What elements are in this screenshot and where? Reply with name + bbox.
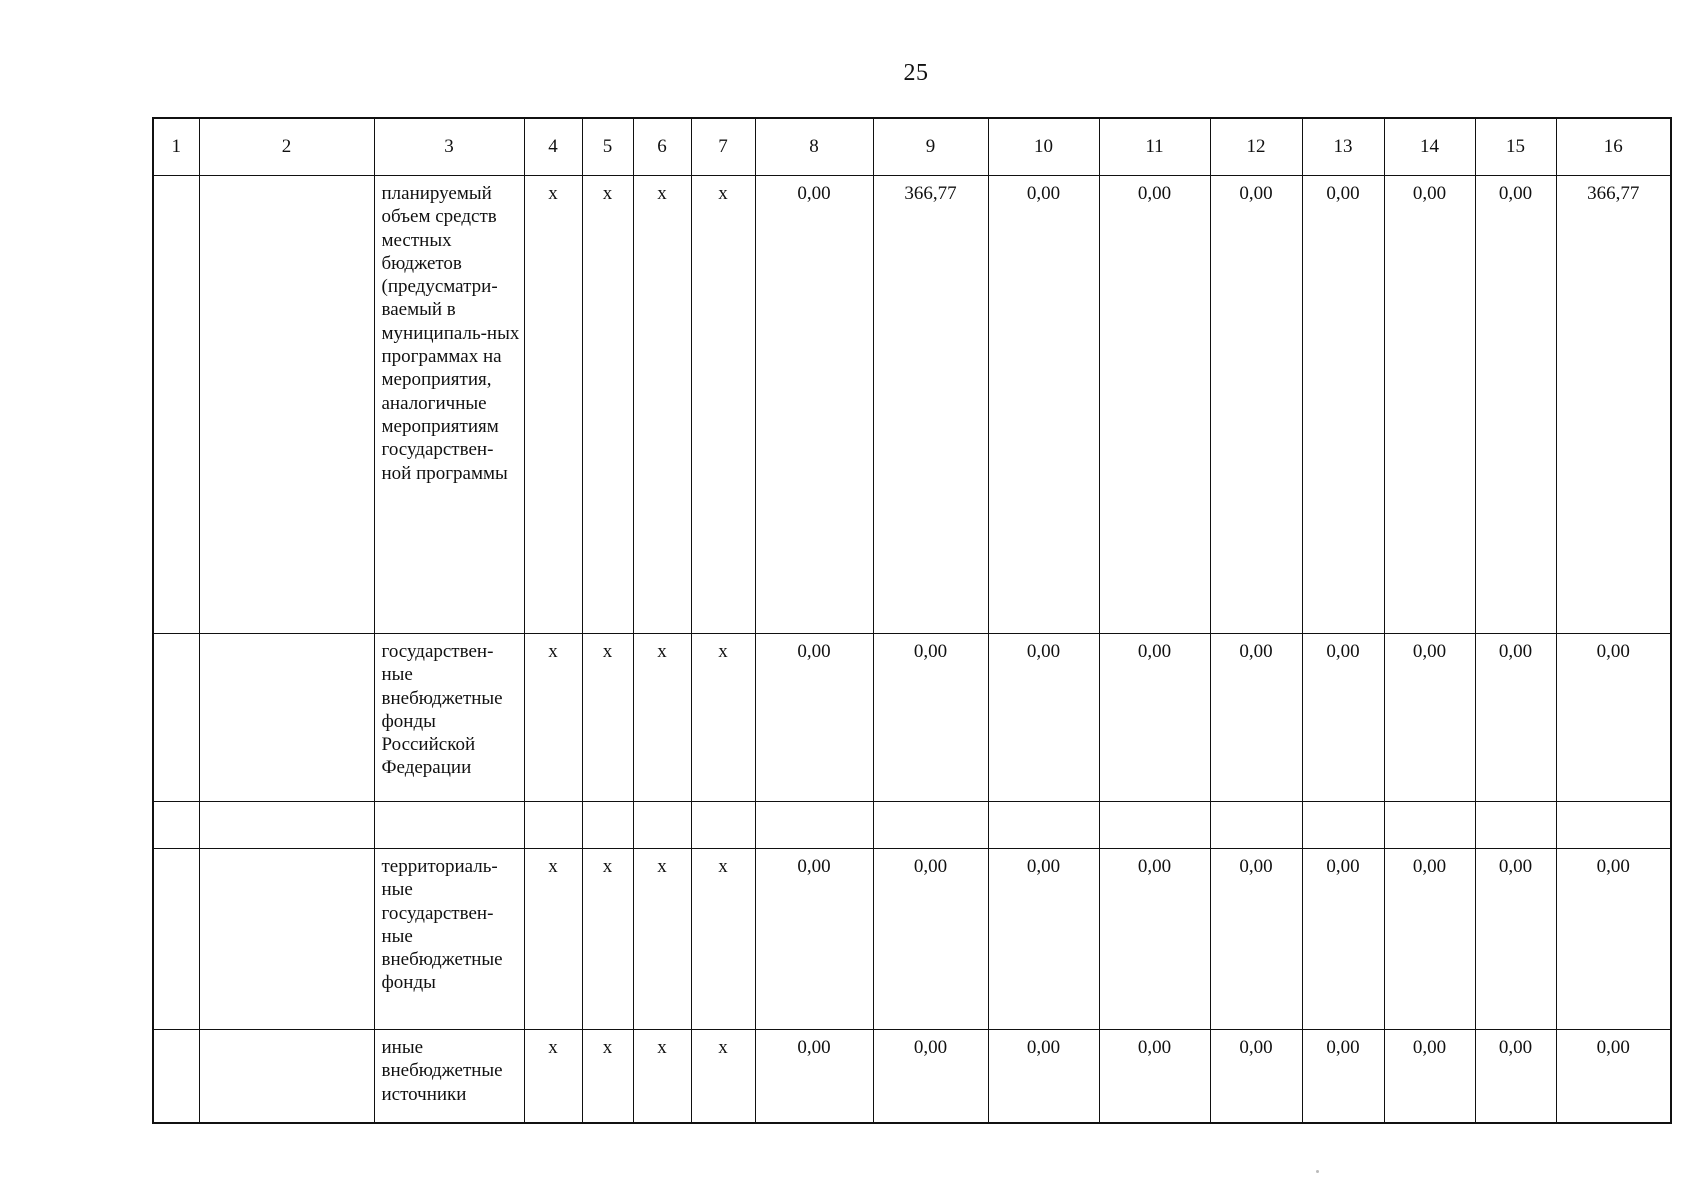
page-number: 25 <box>903 60 929 86</box>
table-cell: x <box>582 176 633 634</box>
table-cell: 0,00 <box>1556 634 1671 802</box>
table-cell <box>199 634 374 802</box>
header-cell: 1 <box>153 118 199 176</box>
table-cell: x <box>633 1030 691 1124</box>
table-cell: 0,00 <box>988 176 1099 634</box>
table-cell: 0,00 <box>1475 1030 1556 1124</box>
row-description: государствен-ные внебюджетные фонды Российской Федерации <box>374 634 524 802</box>
table-cell: 0,00 <box>873 634 988 802</box>
table-cell: 0,00 <box>1384 1030 1475 1124</box>
header-cell: 3 <box>374 118 524 176</box>
header-cell: 12 <box>1210 118 1302 176</box>
table-cell: 0,00 <box>1384 176 1475 634</box>
table-cell <box>199 176 374 634</box>
table-cell <box>1099 802 1210 849</box>
table-cell <box>1210 802 1302 849</box>
header-cell: 7 <box>691 118 755 176</box>
table-cell: 0,00 <box>1475 849 1556 1030</box>
table-cell: 0,00 <box>1210 1030 1302 1124</box>
table-cell <box>524 802 582 849</box>
table-cell <box>1556 802 1671 849</box>
table-cell: x <box>524 849 582 1030</box>
table-row <box>153 849 1671 1030</box>
table-cell: 0,00 <box>1475 176 1556 634</box>
table-cell: x <box>524 176 582 634</box>
table-header-row <box>153 118 1671 176</box>
header-cell: 4 <box>524 118 582 176</box>
table-cell: x <box>691 634 755 802</box>
table-cell: 0,00 <box>1099 634 1210 802</box>
table-cell: x <box>582 1030 633 1124</box>
table-cell: 0,00 <box>1556 1030 1671 1124</box>
table-cell: 0,00 <box>1302 1030 1384 1124</box>
table-cell: 0,00 <box>1556 849 1671 1030</box>
header-cell: 9 <box>873 118 988 176</box>
table-cell <box>199 802 374 849</box>
table-cell <box>153 802 199 849</box>
scan-speck <box>1316 1170 1319 1173</box>
table-cell <box>988 802 1099 849</box>
table-cell <box>755 802 873 849</box>
funding-table <box>152 117 1672 1124</box>
table-cell: x <box>633 849 691 1030</box>
table-cell: 0,00 <box>1384 634 1475 802</box>
table-cell: 0,00 <box>755 1030 873 1124</box>
table-cell <box>153 634 199 802</box>
header-cell: 11 <box>1099 118 1210 176</box>
table-cell: 0,00 <box>755 634 873 802</box>
table-cell <box>1384 802 1475 849</box>
table-cell: 0,00 <box>988 849 1099 1030</box>
table-row <box>153 634 1671 802</box>
table-cell <box>1302 802 1384 849</box>
table-cell: x <box>524 1030 582 1124</box>
table-cell: 366,77 <box>1556 176 1671 634</box>
table-cell: x <box>582 634 633 802</box>
row-description <box>374 802 524 849</box>
header-cell: 14 <box>1384 118 1475 176</box>
header-cell: 6 <box>633 118 691 176</box>
table-cell: 0,00 <box>1210 849 1302 1030</box>
header-cell: 5 <box>582 118 633 176</box>
table-cell: 0,00 <box>1210 634 1302 802</box>
table-cell: 0,00 <box>755 176 873 634</box>
table-cell <box>1475 802 1556 849</box>
table-cell: x <box>691 849 755 1030</box>
table-cell: 0,00 <box>988 1030 1099 1124</box>
row-description: планируемый объем средств местных бюджетов (предусматри-ваемый в муниципаль-ных программах на мероприятия, аналогичные мероприятиям государствен-ной программы <box>374 176 524 634</box>
table-cell: 0,00 <box>1302 634 1384 802</box>
table-row <box>153 1030 1671 1124</box>
table-cell <box>582 802 633 849</box>
table-cell: 0,00 <box>1210 176 1302 634</box>
table-cell: x <box>691 176 755 634</box>
table-cell: 0,00 <box>1099 1030 1210 1124</box>
table-cell <box>153 849 199 1030</box>
header-cell: 8 <box>755 118 873 176</box>
row-description: территориаль-ные государствен-ные внебюджетные фонды <box>374 849 524 1030</box>
table-cell <box>691 802 755 849</box>
table-cell: x <box>524 634 582 802</box>
table-cell <box>873 802 988 849</box>
header-cell: 15 <box>1475 118 1556 176</box>
table-cell: 0,00 <box>1302 176 1384 634</box>
table-cell: 0,00 <box>755 849 873 1030</box>
table-cell: 366,77 <box>873 176 988 634</box>
table-cell <box>153 1030 199 1124</box>
table-row <box>153 802 1671 849</box>
table-cell <box>199 1030 374 1124</box>
table-cell: 0,00 <box>988 634 1099 802</box>
header-cell: 10 <box>988 118 1099 176</box>
table-cell: x <box>582 849 633 1030</box>
row-description: иные внебюджетные источники <box>374 1030 524 1124</box>
table-cell: 0,00 <box>873 849 988 1030</box>
table-cell <box>199 849 374 1030</box>
table-cell: 0,00 <box>873 1030 988 1124</box>
header-cell: 13 <box>1302 118 1384 176</box>
header-cell: 16 <box>1556 118 1671 176</box>
table-cell: x <box>633 634 691 802</box>
table-cell: 0,00 <box>1384 849 1475 1030</box>
table-cell: 0,00 <box>1302 849 1384 1030</box>
table-cell <box>153 176 199 634</box>
table-cell: x <box>691 1030 755 1124</box>
table-cell: x <box>633 176 691 634</box>
header-cell: 2 <box>199 118 374 176</box>
table-cell <box>633 802 691 849</box>
table-row <box>153 176 1671 634</box>
table-cell: 0,00 <box>1099 849 1210 1030</box>
table-cell: 0,00 <box>1475 634 1556 802</box>
table-cell: 0,00 <box>1099 176 1210 634</box>
